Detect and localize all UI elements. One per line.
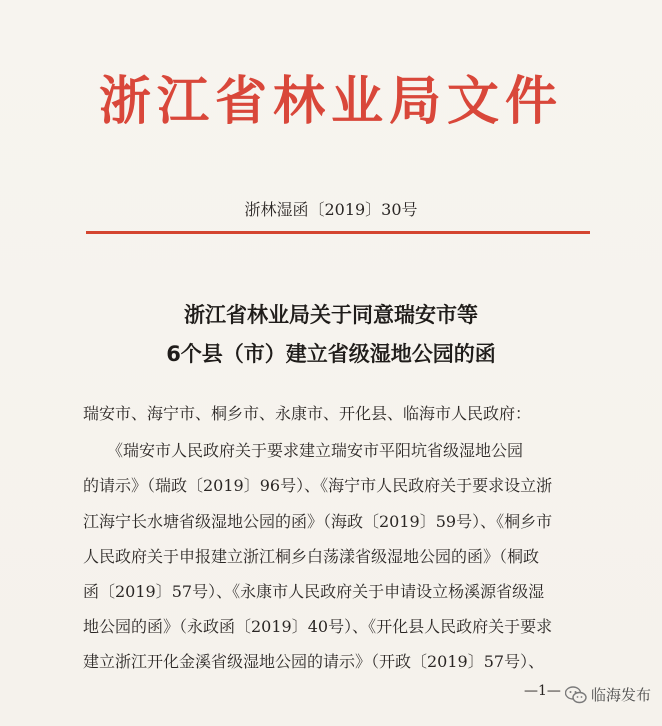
body-line-3: 江海宁长水塘省级湿地公园的函》（海政〔2019〕59号）、《桐乡市: [83, 512, 553, 531]
body-line-2: 的请示》（瑞政〔2019〕96号）、《海宁市人民政府关于要求设立浙: [83, 476, 553, 495]
body-line-7: 建立浙江开化金溪省级湿地公园的请示》（开政〔2019〕57号）、: [83, 652, 545, 671]
red-separator-line: [86, 231, 590, 234]
addressee-line: 瑞安市、海宁市、桐乡市、永康市、开化县、临海市人民政府：: [83, 404, 532, 423]
page-number: —1—: [524, 683, 561, 699]
body-line-4: 人民政府关于申报建立浙江桐乡白荡漾省级湿地公园的函》（桐政: [83, 547, 540, 566]
body-line-1: 《瑞安市人民政府关于要求建立瑞安市平阳坑省级湿地公园: [83, 441, 524, 460]
document-title-line-2: 6个县（市）建立省级湿地公园的函: [166, 342, 496, 366]
document-number: 浙林湿函〔2019〕30号: [244, 200, 418, 219]
watermark-label: 临海发布: [591, 686, 652, 704]
wechat-icon: [565, 686, 587, 704]
source-watermark: [565, 684, 651, 705]
document-masthead: 浙江省林业局文件: [98, 72, 563, 132]
body-line-6: 地公园的函》（永政函〔2019〕40号）、《开化县人民政府关于要求: [83, 617, 553, 636]
document-title-line-1: 浙江省林业局关于同意瑞安市等: [184, 303, 478, 327]
body-line-5: 函〔2019〕57号）、《永康市人民政府关于申请设立杨溪源省级湿: [83, 582, 545, 601]
